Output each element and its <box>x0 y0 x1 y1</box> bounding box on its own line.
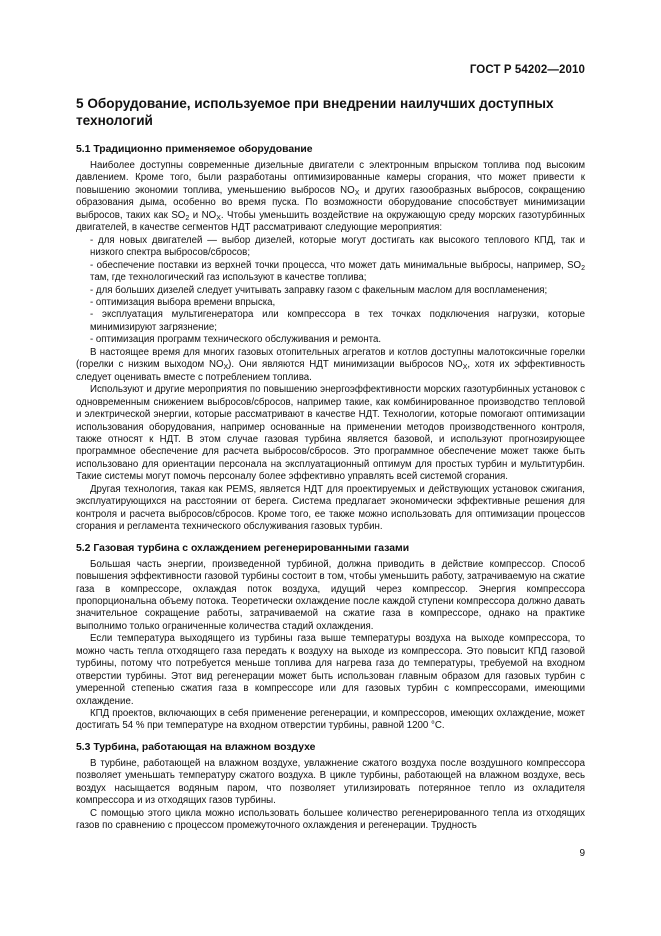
list-item: - оптимизация выбора времени впрыска, <box>90 296 276 308</box>
paragraph: В турбине, работающей на влажном воздухе, увлажнение сжатого воздуха после воздушного компрессора позволяет уменьшать температуру сжатого воздуха. В цикле турбины, работающей на влажном воздухе, весь воздух насыщается водяным паром, что позволяет утилизировать потерянное тепло из охладителя компрессора и из отходящих газов турбины. <box>76 757 585 807</box>
list-item: - для больших дизелей следует учитывать заправку газом с факельным маслом для воспламенения; <box>90 284 548 296</box>
paragraph: Наиболее доступны современные дизельные двигатели с электронным впрыском топлива под высоким давлением. Кроме того, были разработаны оптимизированные камеры сгорания, что может привести к повышению экономии топлива, уменьшению выбросов $NO_X$ и других газообразных выбросов, сокращению образования дыма, особенно во время пуска. По возможности оборудование способствует минимизации выбросов, таких как $SO_2$ и $NO_X$. Чтобы уменьшить воздействие на окружающую среду морских газотурбинных двигателей, в качестве сегментов НДТ рассматривают следующие мероприятия: <box>76 160 586 234</box>
list-item: - оптимизация программ технического обслуживания и ремонта. <box>90 334 382 346</box>
section-5-1-heading: 5.1 Традиционно применяемое оборудование <box>76 144 313 155</box>
paragraph: В настоящее время для многих газовых отопительных агрегатов и котлов доступны малотоксичные горелки (горелки с низким выходом $NO_X$). Они являются НДТ минимизации выбросов $NO_X$, хотя их эффективность следует оценивать вместе с потреблением топлива. <box>76 346 585 383</box>
paragraph: Большая часть энергии, произведенной турбиной, должна приводить в действие компрессор. Способ повышения эффективности газовой турбины состоит в том, чтобы уменьшить работу, затрачиваемую на сжатие газа в компрессоре, охлаждая поток воздуха, идущий через компрессор. Энергия компрессора пропорциональна объему потока. Теоретически охлаждение после каждой ступени компрессора должно давать значительное сокращение работы, затрачиваемой на сжатие газа в компрессоре, однако на практике выполнимо только ограниченные количества стадий охлаждения. <box>76 558 585 632</box>
paragraph: Используют и другие мероприятия по повышению энергоэффективности морских газотурбинных установок с одновременным снижением выбросов/сбросов, например такие, как комбинированное производство тепловой и электрической энергии, которые рассматривают в качестве НДТ. Технологии, которые помогают оптимизации использования оборудования, например основанные на применении методов производственного контроля, также относят к НДТ. В этом случае газовая турбина является базовой, и используют прогнозирующее программное обеспечение для расчета выбросов/сбросов. Это программное обеспечение может также быть использовано для ориентации персонала на эксплуатационный оптимум для простых турбин и мультитурбин. Такие системы могут помочь персоналу более эффективно управлять всей системой сгорания. <box>76 384 585 483</box>
section-5-2-heading: 5.2 Газовая турбина с охлаждением регенерированными газами <box>76 542 410 554</box>
list-item: - эксплуатация мультигенератора или компрессора в тех точках подключения нагрузки, которые минимизируют загрязнение; <box>90 309 585 333</box>
section-5-3-heading: 5.3 Турбина, работающая на влажном воздухе <box>76 741 316 753</box>
paragraph: КПД проектов, включающих в себя применение регенерации, и компрессоров, имеющих охлаждение, может достигать 54 % при температуре на входном отверстии турбины, равной 1200 °С. <box>76 708 585 732</box>
section-5-heading: 5 Оборудование, используемое при внедрении наилучших доступных технологий <box>76 96 554 128</box>
document-id: ГОСТ Р 54202—2010 <box>469 64 585 76</box>
paragraph: Если температура выходящего из турбины газа выше температуры воздуха на выходе компрессора, то можно часть тепла отходящего газа передать к воздуху на выходе из компрессора. Это повысит КПД газовой турбины, потому что потребуется меньше топлива для нагрева газа до температуры, требуемой на входном отверстии турбины. Этот вид регенерации может быть использован главным образом для газовых турбин с умеренной степенью сжатия газа в компрессоре или для газовых турбин с компрессорами, имеющими охлаждение. <box>76 633 585 707</box>
page-number: 9 <box>579 848 585 859</box>
list-item: - обеспечение поставки из верхней точки процесса, что может дать минимальные выбросы, например, $SO_2$ там, где технологический газ используют в качестве топлива; <box>90 259 585 284</box>
page-content <box>76 95 585 833</box>
paragraph: Другая технология, такая как PEMS, является НДТ для проектируемых и действующих установок сжигания, эксплуатирующихся на расстоянии от берега. Система предлагает экономически эффективные решения для контроля и расчета выбросов/сбросов. Кроме того, ее также можно использовать для оптимизации процессов сгорания и регламента технического обслуживания газовых турбин. <box>76 483 585 533</box>
paragraph: С помощью этого цикла можно использовать большее количество регенерированного тепла из отходящих газов по сравнению с процессом промежуточного охлаждения и регенерации. Трудность <box>76 807 585 832</box>
list-item: - для новых двигателей — выбор дизелей, которые могут достигать как высокого теплового КПД, так и низкого спектра выбросов/сбросов; <box>90 234 585 259</box>
